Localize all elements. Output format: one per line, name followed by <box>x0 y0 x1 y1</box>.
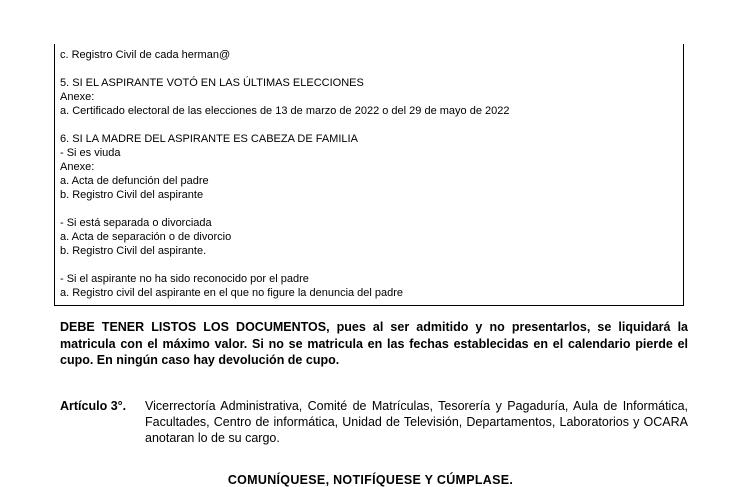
article-text: Vicerrectoría Administrativa, Comité de Matrículas, Tesorería y Pagaduría, Aula de Informática, Facultades, Centro de informática, Unidad de Televisión, Departamentos, Laboratorios y OCARA anotaran lo de su cargo. <box>145 399 688 445</box>
box-line: a. Acta de separación o de divorcio <box>60 231 232 243</box>
box-heading-voting: 5. SI EL ASPIRANTE VOTÓ EN LAS ÚLTIMAS ELECCIONES <box>60 77 364 89</box>
requirements-box <box>54 44 684 306</box>
box-line: - Si el aspirante no ha sido reconocido por el padre <box>60 273 309 285</box>
box-line: a. Acta de defunción del padre <box>60 175 209 187</box>
box-line: - Si está separada o divorciada <box>60 217 212 229</box>
box-line: a. Certificado electoral de las elecciones de 13 de marzo de 2022 o del 29 de mayo de 2022 <box>60 105 510 117</box>
box-line: Anexe: <box>60 91 95 103</box>
box-line: b. Registro Civil del aspirante. <box>60 245 207 257</box>
box-line: b. Registro Civil del aspirante <box>60 189 204 201</box>
closing-statement: COMUNÍQUESE, NOTIFÍQUESE Y CÚMPLASE. <box>227 473 514 487</box>
documents-notice: DEBE TENER LISTOS LOS DOCUMENTOS, pues al ser admitido y no presentarlos, se liquidará la matricula con el máximo valor. Si no se matricula en las fechas establecidas en el calendario pierde el cupo. En ningún caso hay devolución de cupo. <box>60 320 688 367</box>
box-line: c. Registro Civil de cada herman@ <box>60 49 231 61</box>
box-line <box>60 62 683 76</box>
box-line <box>60 118 683 132</box>
box-line: Anexe: <box>60 161 95 173</box>
box-line <box>60 202 683 216</box>
box-line: a. Registro civil del aspirante en el que no figure la denuncia del padre <box>60 287 404 299</box>
box-line: - Si es viuda <box>60 147 121 159</box>
box-heading-mother-head: 6. SI LA MADRE DEL ASPIRANTE ES CABEZA DE FAMILIA <box>60 133 358 145</box>
box-line <box>60 258 683 272</box>
article-label: Artículo 3°. <box>60 399 127 413</box>
